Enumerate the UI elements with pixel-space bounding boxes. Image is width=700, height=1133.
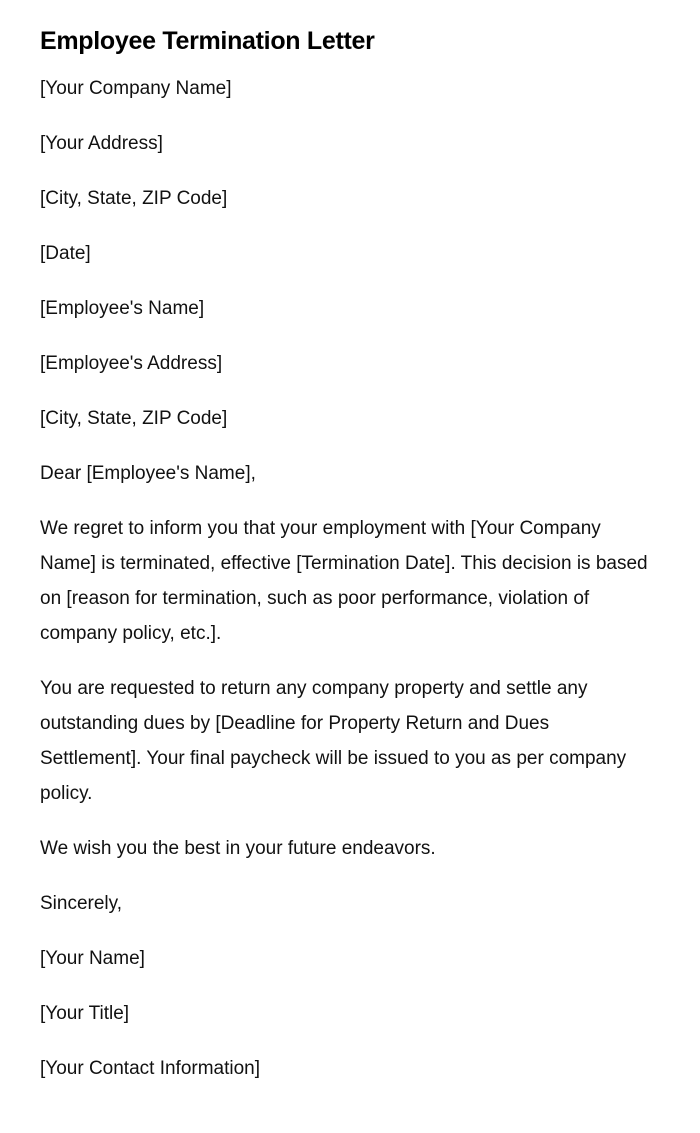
salutation: Dear [Employee's Name], [40, 463, 256, 484]
closing: Sincerely, [40, 893, 123, 914]
letter-document [40, 24, 650, 1106]
body-paragraph-wishes: We wish you the best in your future endeavors. [40, 838, 436, 859]
document-title: Employee Termination Letter [40, 27, 375, 55]
recipient-city-state-zip: [City, State, ZIP Code] [40, 408, 228, 429]
body-paragraph-property-return: You are requested to return any company property and settle any outstanding dues by [Deadline for Property Return and Dues Settlement]. Your final paycheck will be issued to you as per company policy. [40, 678, 627, 804]
letter-date: [Date] [40, 243, 91, 264]
signature-title: [Your Title] [40, 1003, 130, 1024]
sender-company: [Your Company Name] [40, 78, 232, 99]
signature-contact: [Your Contact Information] [40, 1058, 261, 1079]
sender-city-state-zip: [City, State, ZIP Code] [40, 188, 228, 209]
recipient-name: [Employee's Name] [40, 298, 205, 319]
signature-name: [Your Name] [40, 948, 145, 969]
sender-address: [Your Address] [40, 133, 163, 154]
body-paragraph-termination: We regret to inform you that your employment with [Your Company Name] is terminated, effective [Termination Date]. This decision is based on [reason for termination, such as poor performance, violation of company policy, etc.]. [40, 518, 648, 644]
recipient-address: [Employee's Address] [40, 353, 223, 374]
